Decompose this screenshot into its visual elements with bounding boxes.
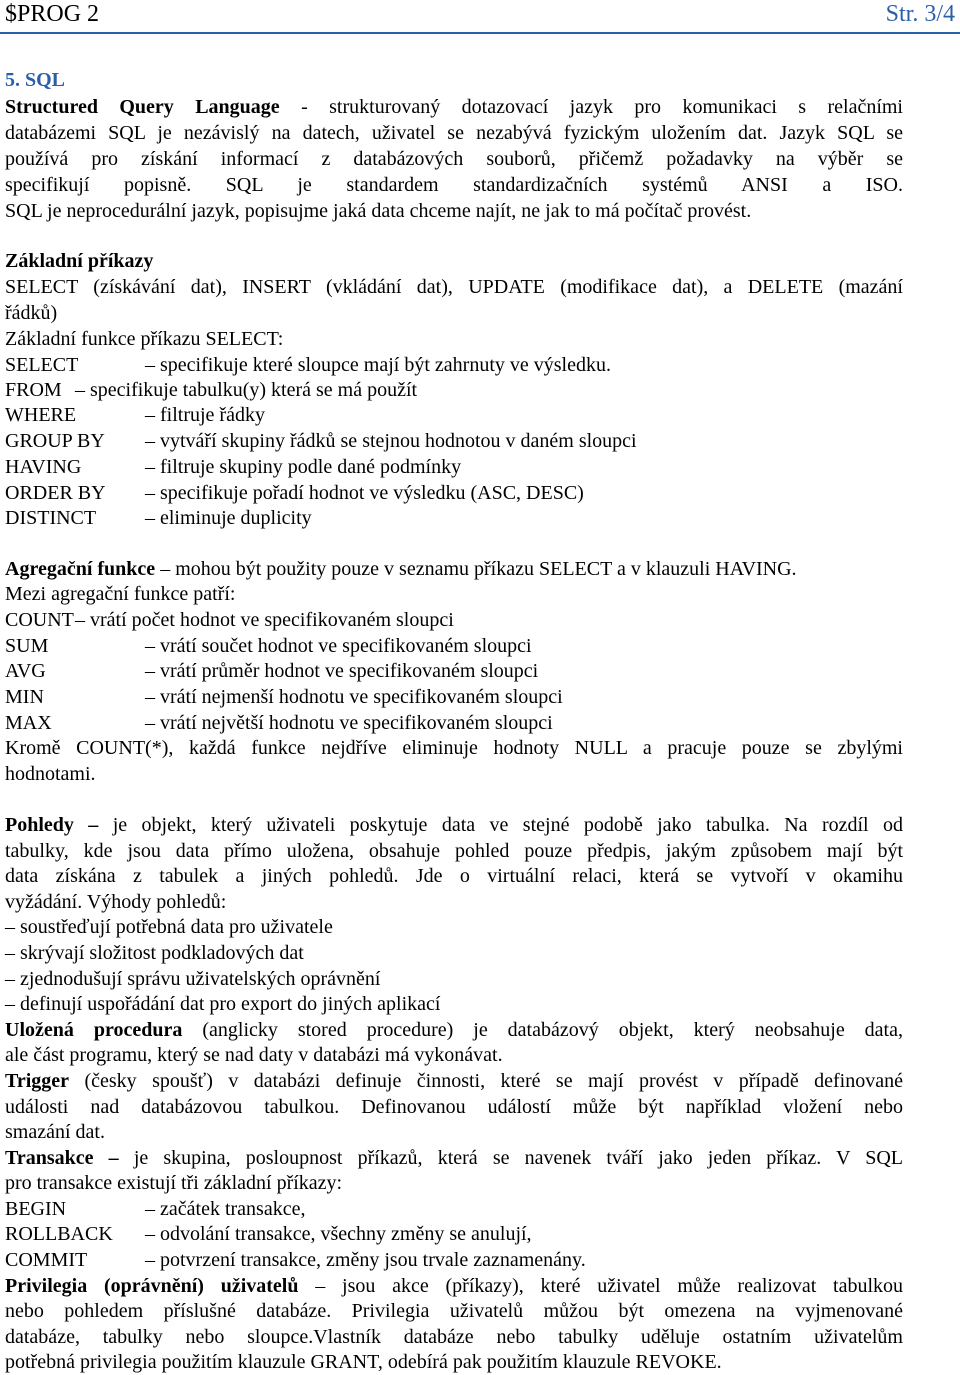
trigger-term: Trigger [5, 1070, 70, 1092]
intro-line-2: databázemi SQL je nezávislý na datech, uživatel se nezabývá fyzickým uložením dat. Jazyk SQL se [5, 122, 903, 144]
clause-keyword: GROUP BY [5, 430, 105, 452]
transaction-line-1 [5, 1146, 903, 1170]
clause-keyword: HAVING [5, 456, 82, 478]
clause-keyword: DISTINCT [5, 507, 97, 529]
aggregate-description: – vrátí součet hodnot ve specifikovaném sloupci [145, 635, 532, 657]
aggregate-line-4: hodnotami. [5, 763, 96, 785]
clause-description: – eliminuje duplicity [145, 507, 312, 529]
privileges-line-1 [5, 1274, 903, 1298]
privileges-line-4: potřebná privilegia použitím klauzule GRANT, odebírá pak použitím klauzule REVOKE. [5, 1351, 722, 1373]
intro-line-1 [5, 95, 903, 119]
transaction-description: – začátek transakce, [145, 1198, 306, 1220]
clause-description: – filtruje skupiny podle dané podmínky [145, 456, 462, 478]
aggregate-description: – vrátí průměr hodnot ve specifikovaném sloupci [145, 660, 539, 682]
clause-description: – vytváří skupiny řádků se stejnou hodnotou v daném sloupci [145, 430, 637, 452]
procedure-line-2: ale část programu, který se nad daty v databázi má vykonávat. [5, 1044, 503, 1066]
header-divider [0, 32, 960, 34]
aggregate-function: SUM [5, 635, 49, 657]
aggregate-line-1 [5, 557, 797, 581]
aggregate-line-2: Mezi agregační funkce patří: [5, 583, 236, 605]
transaction-line-2: pro transakce existují tři základní příkazy: [5, 1172, 343, 1194]
aggregate-function: COUNT [5, 609, 74, 631]
intro-line-1-text: - strukturovaný dotazovací jazyk pro komunikaci s relačními [279, 96, 903, 118]
aggregate-description: – vrátí počet hodnot ve specifikovaném sloupci [75, 609, 454, 631]
transaction-command: ROLLBACK [5, 1223, 113, 1245]
clause-keyword: SELECT [5, 354, 79, 376]
basic-heading: Základní příkazy [5, 250, 154, 272]
aggregate-function: MAX [5, 712, 52, 734]
intro-term: Structured Query Language [5, 96, 280, 118]
views-bullet: – zjednodušují správu uživatelských oprávnění [5, 968, 381, 990]
section-title: 5. SQL [5, 69, 66, 91]
views-line-3: data získána z tabulek a jiných pohledů. Jde o virtuální relaci, která se vytvoří v okamihu [5, 865, 903, 887]
trigger-line-1 [5, 1069, 903, 1093]
basic-line-2: řádků) [5, 302, 58, 324]
trigger-line-1-text: (česky spoušť) v databázi definuje činnosti, které se mají provést v případě definované [69, 1070, 903, 1092]
privileges-line-3: databáze, tabulky nebo sloupce.Vlastník databáze nebo tabulky uděluje ostatním uživatelům [5, 1326, 903, 1348]
procedure-term: Uložená procedura [5, 1019, 183, 1041]
clause-description: – specifikuje pořadí hodnot ve výsledku (ASC, DESC) [145, 482, 584, 504]
views-term: Pohledy – [5, 814, 99, 836]
views-line-2: tabulky, kde jsou data přímo uložena, obsahuje pohled pouze předpis, jakým způsobem mají být [5, 840, 903, 862]
aggregate-function: MIN [5, 686, 44, 708]
aggregate-function: AVG [5, 660, 46, 682]
clause-description: – specifikuje tabulku(y) která se má použít [75, 379, 418, 401]
transaction-command: COMMIT [5, 1249, 88, 1271]
views-line-4: vyžádání. Výhody pohledů: [5, 891, 227, 913]
views-bullet: – definují uspořádání dat pro export do jiných aplikací [5, 993, 441, 1015]
procedure-line-1 [5, 1018, 903, 1042]
intro-line-3: používá pro získání informací z databázových souborů, přičemž požadavky na výběr se [5, 148, 903, 170]
views-bullet: – soustřeďují potřebná data pro uživatele [5, 916, 333, 938]
privileges-line-2: nebo pohledem příslušné databáze. Privilegia uživatelů můžou být omezena na vyjmenované [5, 1300, 903, 1322]
privileges-term: Privilegia (oprávnění) uživatelů [5, 1275, 299, 1297]
transaction-term: Transakce – [5, 1147, 119, 1169]
transaction-description: – potvrzení transakce, změny jsou trvale zaznamenány. [145, 1249, 586, 1271]
transaction-command: BEGIN [5, 1198, 67, 1220]
aggregate-line-1-text: – mohou být použity pouze v seznamu příkazu SELECT a v klauzuli HAVING. [155, 558, 797, 580]
transaction-description: – odvolání transakce, všechny změny se anulují, [145, 1223, 532, 1245]
clause-keyword: WHERE [5, 404, 77, 426]
clause-description: – specifikuje které sloupce mají být zahrnuty ve výsledku. [145, 354, 611, 376]
intro-line-4: specifikují popisně. SQL je standardem standardizačních systémů ANSI a ISO. [5, 174, 903, 196]
clause-keyword: FROM [5, 379, 62, 401]
course-header: $PROG 2 [5, 1, 100, 27]
aggregate-description: – vrátí nejmenší hodnotu ve specifikovaném sloupci [145, 686, 563, 708]
basic-line-3: Základní funkce příkazu SELECT: [5, 328, 284, 350]
procedure-line-1-text: (anglicky stored procedure) je databázový objekt, který neobsahuje data, [182, 1019, 903, 1041]
trigger-line-2: události nad databázovou tabulkou. Definovanou událostí může být například vložení nebo [5, 1096, 903, 1118]
aggregate-term: Agregační funkce [5, 558, 156, 580]
intro-line-5: SQL je neprocedurální jazyk, popisujme jaká data chceme najít, ne jak to má počítač provést. [5, 200, 752, 222]
transaction-line-1-text: je skupina, posloupnost příkazů, která se navenek tváří jako jeden příkaz. V SQL [118, 1147, 904, 1169]
aggregate-description: – vrátí největší hodnotu ve specifikovaném sloupci [145, 712, 553, 734]
aggregate-line-3: Kromě COUNT(*), každá funkce nejdříve eliminuje hodnoty NULL a pracuje pouze se zbylými [5, 737, 903, 759]
page-number: Str. 3/4 [885, 1, 955, 27]
views-line-1 [5, 813, 903, 837]
views-line-1-text: je objekt, který uživateli poskytuje data ve stejné podobě jako tabulka. Na rozdíl od [98, 814, 903, 836]
clause-description: – filtruje řádky [145, 404, 265, 426]
privileges-line-1-text: – jsou akce (příkazy), které uživatel může realizovat tabulkou [298, 1275, 903, 1297]
basic-line-1: SELECT (získávání dat), INSERT (vkládání dat), UPDATE (modifikace dat), a DELETE (mazání [5, 276, 903, 298]
trigger-line-3: smazání dat. [5, 1121, 105, 1143]
views-bullet: – skrývají složitost podkladových dat [5, 942, 304, 964]
clause-keyword: ORDER BY [5, 482, 106, 504]
